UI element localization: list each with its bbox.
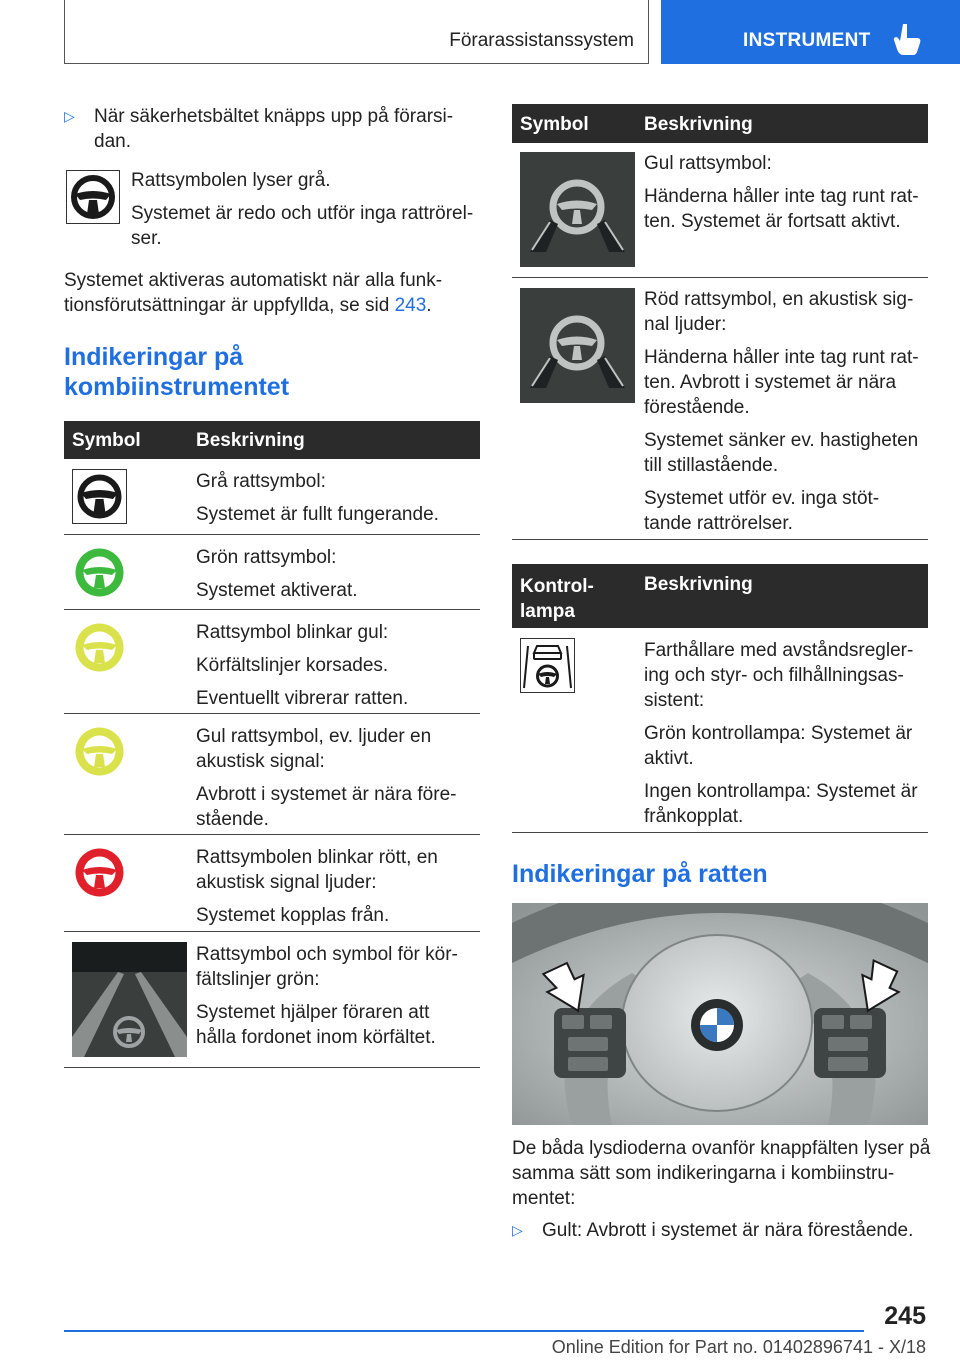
gray-steering-wheel-icon bbox=[72, 469, 127, 524]
desc-line: Systemet sänker ev. hastigheten bbox=[644, 430, 919, 451]
heading-line: Indikeringar på bbox=[64, 343, 244, 371]
desc-line: Avbrott i systemet är nära före- bbox=[196, 784, 457, 805]
desc-line: fältslinjer grön: bbox=[196, 969, 320, 990]
text-line: ser. bbox=[131, 228, 162, 249]
lane-lines-steering-icon bbox=[72, 942, 187, 1057]
header-line: Kontrol- bbox=[520, 576, 594, 597]
col-header-lamp bbox=[520, 574, 594, 624]
col-header-symbol: Symbol bbox=[72, 430, 141, 451]
pointing-hand-icon bbox=[893, 22, 921, 56]
text-line: Systemet aktiveras automatiskt när alla funk- bbox=[64, 270, 443, 291]
distance-steering-assist-icon bbox=[520, 638, 575, 693]
col-header-description: Beskrivning bbox=[196, 430, 305, 451]
row-description bbox=[196, 845, 438, 936]
table-row bbox=[64, 610, 480, 714]
col-header-symbol: Symbol bbox=[520, 114, 589, 135]
table-header bbox=[512, 564, 928, 628]
desc-line: ten. Systemet är fortsatt aktivt. bbox=[644, 211, 901, 232]
row-description bbox=[196, 469, 439, 535]
leds-paragraph bbox=[512, 1136, 932, 1211]
bullet-line: När säkerhetsbältet knäpps upp på förarsi- bbox=[94, 106, 454, 127]
desc-line: Eventuellt vibrerar ratten. bbox=[196, 688, 409, 709]
row-description bbox=[644, 151, 919, 234]
row-description bbox=[644, 638, 918, 829]
row-description bbox=[196, 620, 408, 719]
desc-line: Rattsymbolen blinkar rött, en bbox=[196, 847, 438, 868]
green-steering-wheel-icon bbox=[72, 545, 127, 600]
desc-line: ing och styr- och filhållningsas- bbox=[644, 665, 904, 686]
bullet-triangle-icon: ▷ bbox=[64, 108, 75, 124]
yellow-steering-wheel-icon bbox=[72, 724, 127, 779]
text-line bbox=[64, 293, 484, 318]
desc-line: aktivt. bbox=[644, 748, 694, 769]
col-header-description: Beskrivning bbox=[644, 574, 753, 595]
header-section-box bbox=[64, 0, 649, 64]
desc-line: till stillastående. bbox=[644, 455, 779, 476]
bmw-logo-icon bbox=[691, 999, 743, 1051]
desc-line: Gul rattsymbol, ev. ljuder en bbox=[196, 726, 432, 747]
section-title: Förarassistanssystem bbox=[449, 30, 634, 51]
table-row bbox=[64, 932, 480, 1068]
desc-line: sistent: bbox=[644, 690, 705, 711]
footer-divider bbox=[64, 1330, 864, 1332]
desc-line: Rattsymbol blinkar gul: bbox=[196, 622, 389, 643]
heading-ratten: Indikeringar på ratten bbox=[512, 860, 768, 888]
kombi-table bbox=[64, 421, 480, 1068]
sub-paragraph bbox=[131, 168, 481, 251]
table-row bbox=[64, 714, 480, 835]
table-row bbox=[64, 535, 480, 610]
bullet-triangle-icon: ▷ bbox=[512, 1222, 523, 1238]
desc-line: Grå rattsymbol: bbox=[196, 471, 326, 492]
text-line: De båda lysdioderna ovanför knappfälten lyser på bbox=[512, 1138, 931, 1159]
desc-line: stående. bbox=[196, 809, 269, 830]
table-row bbox=[64, 835, 480, 932]
table-header bbox=[512, 104, 928, 143]
control-lamp-table bbox=[512, 564, 928, 833]
desc-line: Systemet hjälper föraren att bbox=[196, 1002, 430, 1023]
desc-line: Systemet aktiverat. bbox=[196, 580, 358, 601]
desc-line: Händerna håller inte tag runt rat- bbox=[644, 347, 919, 368]
desc-line: Grön kontrollampa: Systemet är bbox=[644, 723, 913, 744]
red-steering-wheel-icon bbox=[72, 845, 127, 900]
hands-off-wheel-icon bbox=[520, 152, 635, 267]
desc-line: tande rattrörelser. bbox=[644, 513, 793, 534]
bullet-seatbelt bbox=[64, 104, 484, 154]
hands-table bbox=[512, 104, 928, 540]
desc-line: frånkopplat. bbox=[644, 806, 744, 827]
table-row bbox=[64, 459, 480, 535]
text-line: mentet: bbox=[512, 1188, 576, 1209]
desc-line: Grön rattsymbol: bbox=[196, 547, 337, 568]
desc-line: akustisk signal ljuder: bbox=[196, 872, 377, 893]
steering-wheel-photo bbox=[512, 903, 928, 1125]
text-line: Systemet är redo och utför inga rattrörel- bbox=[131, 203, 474, 224]
text-line: Rattsymbolen lyser grå. bbox=[131, 170, 331, 191]
yellow-steering-wheel-icon bbox=[72, 620, 127, 675]
hands-off-wheel-icon bbox=[520, 288, 635, 403]
desc-line: förestående. bbox=[644, 397, 750, 418]
row-description bbox=[196, 724, 456, 832]
heading-line: kombiinstrumentet bbox=[64, 373, 290, 401]
desc-line: Rattsymbol och symbol för kör- bbox=[196, 944, 458, 965]
desc-line: ten. Avbrott i systemet är nära bbox=[644, 372, 897, 393]
table-row bbox=[512, 143, 928, 278]
row-description bbox=[196, 942, 458, 1050]
bullet-yellow bbox=[512, 1218, 932, 1243]
table-header bbox=[64, 421, 480, 459]
desc-line: akustisk signal: bbox=[196, 751, 325, 772]
page-link[interactable]: 243 bbox=[394, 295, 427, 316]
desc-line: Röd rattsymbol, en akustisk sig- bbox=[644, 289, 914, 310]
desc-line: nal ljuder: bbox=[644, 314, 727, 335]
text-span: tionsförutsättningar är uppfyllda, se sid bbox=[64, 295, 395, 316]
desc-line: Körfältslinjer korsades. bbox=[196, 655, 389, 676]
desc-line: Systemet kopplas från. bbox=[196, 905, 390, 926]
table-row bbox=[512, 628, 928, 833]
page-number: 245 bbox=[884, 1302, 926, 1330]
footer-edition: Online Edition for Part no. 01402896741 - X/18 bbox=[551, 1337, 926, 1357]
heading-kombiinstrument bbox=[64, 342, 289, 402]
desc-line: Farthållare med avståndsregler- bbox=[644, 640, 914, 661]
text-line: samma sätt som indikeringarna i kombiinstru- bbox=[512, 1163, 895, 1184]
bullet-line: dan. bbox=[94, 131, 131, 152]
desc-line: Ingen kontrollampa: Systemet är bbox=[644, 781, 918, 802]
text-span: . bbox=[426, 295, 432, 316]
header-line: lampa bbox=[520, 601, 575, 622]
row-description bbox=[644, 287, 919, 536]
col-header-description: Beskrivning bbox=[644, 114, 753, 135]
desc-line: Systemet utför ev. inga stöt- bbox=[644, 488, 880, 509]
desc-line: Händerna håller inte tag runt rat- bbox=[644, 186, 919, 207]
desc-line: Gul rattsymbol: bbox=[644, 153, 772, 174]
gray-steering-wheel-icon bbox=[66, 170, 120, 224]
activation-paragraph bbox=[64, 268, 484, 318]
desc-line: hålla fordonet inom körfältet. bbox=[196, 1027, 436, 1048]
row-description bbox=[196, 545, 358, 611]
table-row bbox=[512, 278, 928, 540]
chapter-title: INSTRUMENT bbox=[743, 30, 871, 51]
desc-line: Systemet är fullt fungerande. bbox=[196, 504, 439, 525]
bullet-text: Gult: Avbrott i systemet är nära förestående. bbox=[542, 1220, 914, 1241]
header-chapter-tab[interactable] bbox=[661, 0, 960, 64]
